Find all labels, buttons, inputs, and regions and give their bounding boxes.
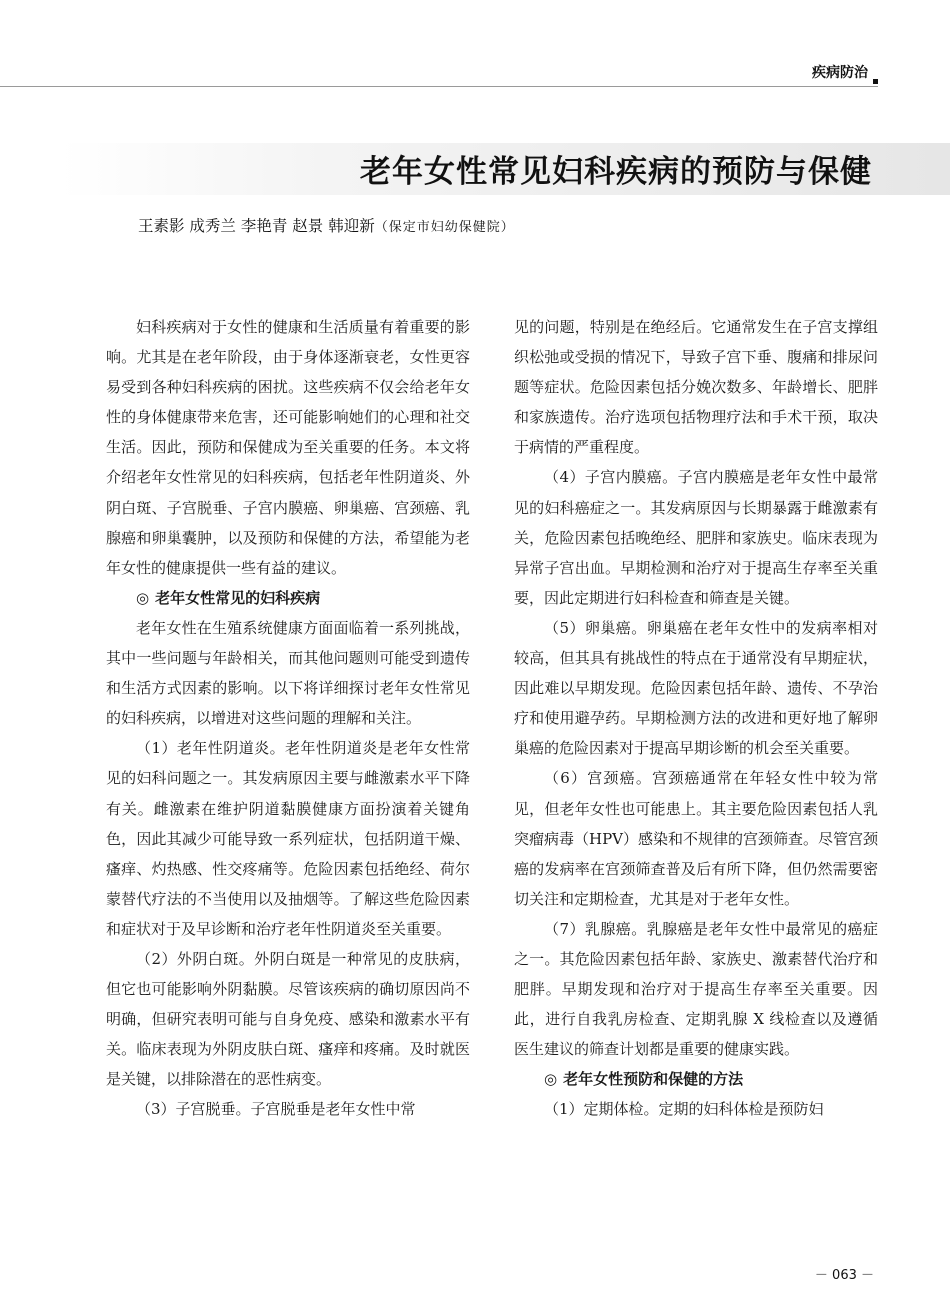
paragraph-breast-cancer: （7）乳腺癌。乳腺癌是老年女性中最常见的癌症之一。其危险因素包括年龄、家族史、激素替代治疗和肥胖。早期发现和治疗对于提高生存率至关重要。因此，进行自我乳房检查、定期乳腺 X 线检查以及遵循医生建议的筛查计划都是重要的健康实践。 — [514, 919, 878, 1059]
paragraph-cervical-cancer: （6）宫颈癌。宫颈癌通常在年轻女性中较为常见，但老年女性也可能患上。其主要危险因素包括人乳突瘤病毒（HPV）感染和不规律的宫颈筛查。尽管宫颈癌的发病率在宫颈筛查普及后有所下降，但仍然需要密切关注和定期检查，尤其是对于老年女性。 — [514, 769, 879, 908]
paragraph: 老年女性在生殖系统健康方面面临着一系列挑战，其中一些问题与年龄相关，而其他问题则可能受到遗传和生活方式因素的影响。以下将详细探讨老年女性常见的妇科疾病，以增进对这些问题的理解和关注。 — [106, 618, 470, 728]
authors: 王素影 成秀兰 李艳青 赵景 韩迎新 — [138, 217, 375, 235]
paragraph-uterine-prolapse: （3）子宫脱垂。子宫脱垂是老年女性中常 — [136, 1100, 416, 1119]
heading-mark: ◎ — [136, 588, 150, 607]
left-column — [106, 312, 470, 1125]
heading-mark: ◎ — [544, 1070, 558, 1089]
article-title: 老年女性常见妇科疾病的预防与保健 — [360, 154, 872, 190]
paragraph-vaginitis: （1）老年性阴道炎。老年性阴道炎是老年女性常见的妇科问题之一。其发病原因主要与雌激素水平下降有关。雌激素在维护阴道黏膜健康方面扮演着关键角色，因此其减少可能导致一系列症状，包括阴道干燥、瘙痒、灼热感、性交疼痛等。危险因素包括绝经、荷尔蒙替代疗法的不当使用以及抽烟等。了解这些危险因素和症状对于及早诊断和治疗老年性阴道炎至关重要。 — [106, 739, 470, 938]
affiliation: （保定市妇幼保健院） — [374, 220, 515, 235]
page-number: － 063 － — [814, 1268, 874, 1283]
paragraph-checkup: （1）定期体检。定期的妇科体检是预防妇 — [544, 1100, 824, 1119]
header-rule — [0, 86, 878, 87]
heading-text: 老年女性常见的妇科疾病 — [155, 588, 321, 607]
paragraph-vulvar-leukoplakia: （2）外阴白斑。外阴白斑是一种常见的皮肤病，但它也可能影响外阴黏膜。尽管该疾病的确切原因尚不明确，但研究表明可能与自身免疫、感染和激素水平有关。临床表现为外阴皮肤白斑、瘙痒和疼痛。及时就医是关键，以排除潜在的恶性病变。 — [106, 949, 470, 1089]
paragraph-ovarian-cancer: （5）卵巢癌。卵巢癌在老年女性中的发病率相对较高，但其具有挑战性的特点在于通常没有早期症状，因此难以早期发现。危险因素包括年龄、遗传、不孕治疗和使用避孕药。早期检测方法的改进和更好地了解卵巢癌的危险因素对于提高早期诊断的机会至关重要。 — [514, 618, 878, 758]
heading-text: 老年女性预防和保健的方法 — [563, 1070, 744, 1089]
paragraph-endometrial-cancer: （4）子宫内膜癌。子宫内膜癌是老年女性中最常见的妇科癌症之一。其发病原因与长期暴露于雌激素有关，危险因素包括晚绝经、肥胖和家族史。临床表现为异常子宫出血。早期检测和治疗对于提高生存率至关重要，因此定期进行妇科检查和筛查是关键。 — [514, 468, 878, 607]
section-label: 疾病防治 — [812, 65, 868, 81]
paragraph-continued: 见的问题，特别是在绝经后。它通常发生在子宫支撑组织松弛或受损的情况下，导致子宫下垂、腹痛和排尿问题等症状。危险因素包括分娩次数多、年龄增长、肥胖和家族遗传。治疗选项包括物理疗法和手术干预，取决于病情的严重程度。 — [514, 318, 878, 457]
section-marker-square — [873, 79, 878, 84]
intro-paragraph: 妇科疾病对于女性的健康和生活质量有着重要的影响。尤其是在老年阶段，由于身体逐渐衰老，女性更容易受到各种妇科疾病的困扰。这些疾病不仅会给老年女性的身体健康带来危害，还可能影响她们的心理和社交生活。因此，预防和保健成为至关重要的任务。本文将介绍老年女性常见的妇科疾病，包括老年性阴道炎、外阴白斑、子宫脱垂、子宫内膜癌、卵巢癌、宫颈癌、乳腺癌和卵巢囊肿，以及预防和保健的方法，希望能为老年女性的健康提供一些有益的建议。 — [106, 318, 470, 577]
section-heading-prevention — [514, 1064, 878, 1094]
author-line — [138, 214, 515, 236]
right-column — [514, 312, 878, 1125]
section-heading-common-diseases — [106, 583, 470, 613]
